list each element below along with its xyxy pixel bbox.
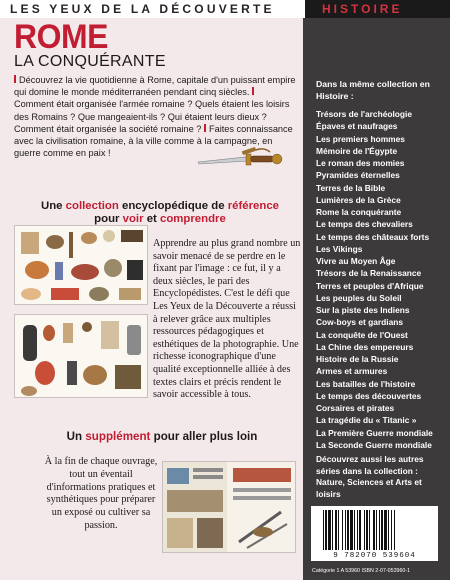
barcode-stripe — [338, 510, 339, 550]
barcode-stripe — [345, 510, 346, 550]
collection-title: Vivre au Moyen Âge — [316, 256, 396, 266]
collection-heading-part: référence — [227, 200, 280, 212]
collection-title: Mémoire de l'Égypte — [316, 145, 398, 156]
barcode-stripe — [391, 510, 392, 550]
barcode-stripe — [354, 510, 355, 550]
barcode-stripe — [373, 510, 375, 550]
barcode-stripe — [388, 510, 389, 550]
supplement-heading-part: Un — [66, 430, 86, 443]
collection-title: Les Vikings — [316, 243, 363, 254]
series-title: LES YEUX DE LA DÉCOUVERTE — [10, 2, 275, 16]
collection-title: La conquête de l'Ouest — [316, 329, 408, 340]
barcode-stripe — [394, 510, 395, 550]
barcode-stripe — [342, 510, 343, 550]
sidebar-heading: Dans la même collection en Histoire : — [316, 79, 430, 101]
barcode-stripe — [325, 510, 327, 550]
barcode-stripe — [381, 510, 383, 550]
roman-sword-icon — [196, 146, 291, 172]
barcode-stripe — [357, 510, 358, 550]
collection-title: Trésors de l'archéologie — [316, 109, 413, 119]
collection-heading-part: collection — [65, 200, 119, 212]
barcode-stripe — [350, 510, 353, 550]
sample-spread-photo-2 — [14, 314, 148, 398]
barcode-number: 9 782070 539604 — [333, 552, 416, 560]
supplement-heading — [52, 430, 272, 443]
collection-title: Corsaires et pirates — [316, 403, 395, 413]
collection-heading-part: encyclopédique de — [118, 200, 228, 212]
collection-heading-part: Une — [40, 200, 66, 212]
barcode-stripe — [328, 510, 331, 550]
collection-title: Les peuples du Soleil — [316, 292, 402, 303]
collection-heading-part: comprendre — [160, 213, 226, 225]
other-series-text: Découvrez aussi les autres séries dans la collection : Nature, Sciences et Arts et loisirs — [316, 454, 424, 499]
collection-title: La tragédie du « Titanic » — [316, 415, 417, 426]
barcode-stripe — [384, 510, 387, 550]
collection-title: Le temps des châteaux forts — [316, 231, 430, 242]
barcode-stripe — [359, 510, 361, 550]
barcode-stripe — [376, 510, 377, 550]
collection-title: Lumières de la Grèce — [316, 194, 401, 205]
collection-title: Cow-boys et gardians — [316, 317, 404, 328]
supplement-heading-part: supplément — [85, 430, 151, 443]
sample-spread-photo-1 — [14, 225, 148, 305]
red-bar-marker — [204, 124, 206, 132]
collection-title: Pyramides éternelles — [316, 170, 400, 181]
category-label: HISTOIRE — [322, 2, 403, 16]
collection-title: Terres et peuples d'Afrique — [316, 280, 424, 291]
collection-title: La Seconde Guerre mondiale — [316, 439, 432, 450]
collection-title: Terres de la Bible — [316, 182, 386, 193]
barcode-stripe — [323, 510, 324, 550]
barcode-stripe — [366, 510, 368, 550]
collection-title: Le temps des découvertes — [316, 390, 422, 401]
collection-title-list — [316, 108, 446, 451]
red-bar-marker — [252, 87, 254, 95]
book-subtitle: LA CONQUÉRANTE — [14, 53, 166, 70]
barcode-graphic — [311, 508, 438, 554]
barcode-stripe — [364, 510, 365, 550]
collection-title: Les batailles de l'histoire — [316, 378, 416, 389]
collection-title: Le temps des chevaliers — [316, 219, 413, 230]
collection-title: Rome la conquérante — [316, 207, 402, 217]
collection-title: Les premiers hommes — [316, 133, 405, 144]
collection-body-text: Apprendre au plus grand nombre un savoir menacé de se perdre en le fixant par l'image : ce fut, il y a deux siècles, le pari des Encyclopédistes. C'est le défi que Les Yeux de la Découverte a réussi à relever grâce aux multiples ressources pédagogiques et esthétiques de la photographie. Une richesse iconographique d'une qualité exceptionnelle alliée à des textes clairs et précis rendent le savoir accessible à tous. — [153, 238, 301, 401]
red-bar-marker — [14, 75, 16, 83]
barcode-stripe — [369, 510, 370, 550]
supplement-body-text: À la fin de chaque ouvrage, tout un éventail d'informations pratiques et synthétiques pour préparer un exposé ou cultiver sa passion. — [44, 456, 158, 531]
collection-title: Épaves et naufrages — [316, 121, 398, 132]
intro-paragraph-3: Faites connaissance avec la civilisation romaine, à la ville comme à la campagne, en guerre comme en paix ! — [14, 123, 293, 159]
collection-title: Le roman des momies — [316, 158, 405, 168]
book-title: ROME — [14, 18, 108, 56]
collection-title: Histoire de la Russie — [316, 354, 399, 364]
intro-paragraph-2: Comment était organisée l'armée romaine ? Quels étaient les loisirs des Romains ? Que mangeaient-ils ? Qui étaient leurs dieux ? Comment était organisée la société romaine ? — [14, 99, 290, 134]
barcode-stripe — [335, 510, 337, 550]
barcode-stripe — [332, 510, 333, 550]
collection-heading-part: pour — [94, 213, 123, 225]
barcode-stripe — [379, 510, 380, 550]
collection-title: Armes et armures — [316, 366, 388, 377]
collection-heading-part: et — [143, 213, 160, 225]
supplement-heading-part: pour aller plus loin — [150, 430, 258, 443]
collection-heading — [40, 200, 280, 226]
collection-title: Trésors de la Renaissance — [316, 268, 422, 279]
collection-title: La Première Guerre mondiale — [316, 427, 433, 438]
intro-paragraph-1: Découvrez la vie quotidienne à Rome, capitale d'un puissant empire qui domine le monde méditerranéen pendant cinq siècles. — [14, 75, 296, 98]
collection-title: Sur la piste des Indiens — [316, 305, 410, 315]
collection-heading-part: voir — [122, 213, 144, 225]
supplement-spread-photo — [162, 461, 296, 553]
barcode-stripe — [347, 510, 349, 550]
collection-title: La Chine des empereurs — [316, 341, 414, 352]
footer-codes: Catégorie 1 A 53960 ISBN 2-07-053960-1 — [312, 568, 411, 574]
